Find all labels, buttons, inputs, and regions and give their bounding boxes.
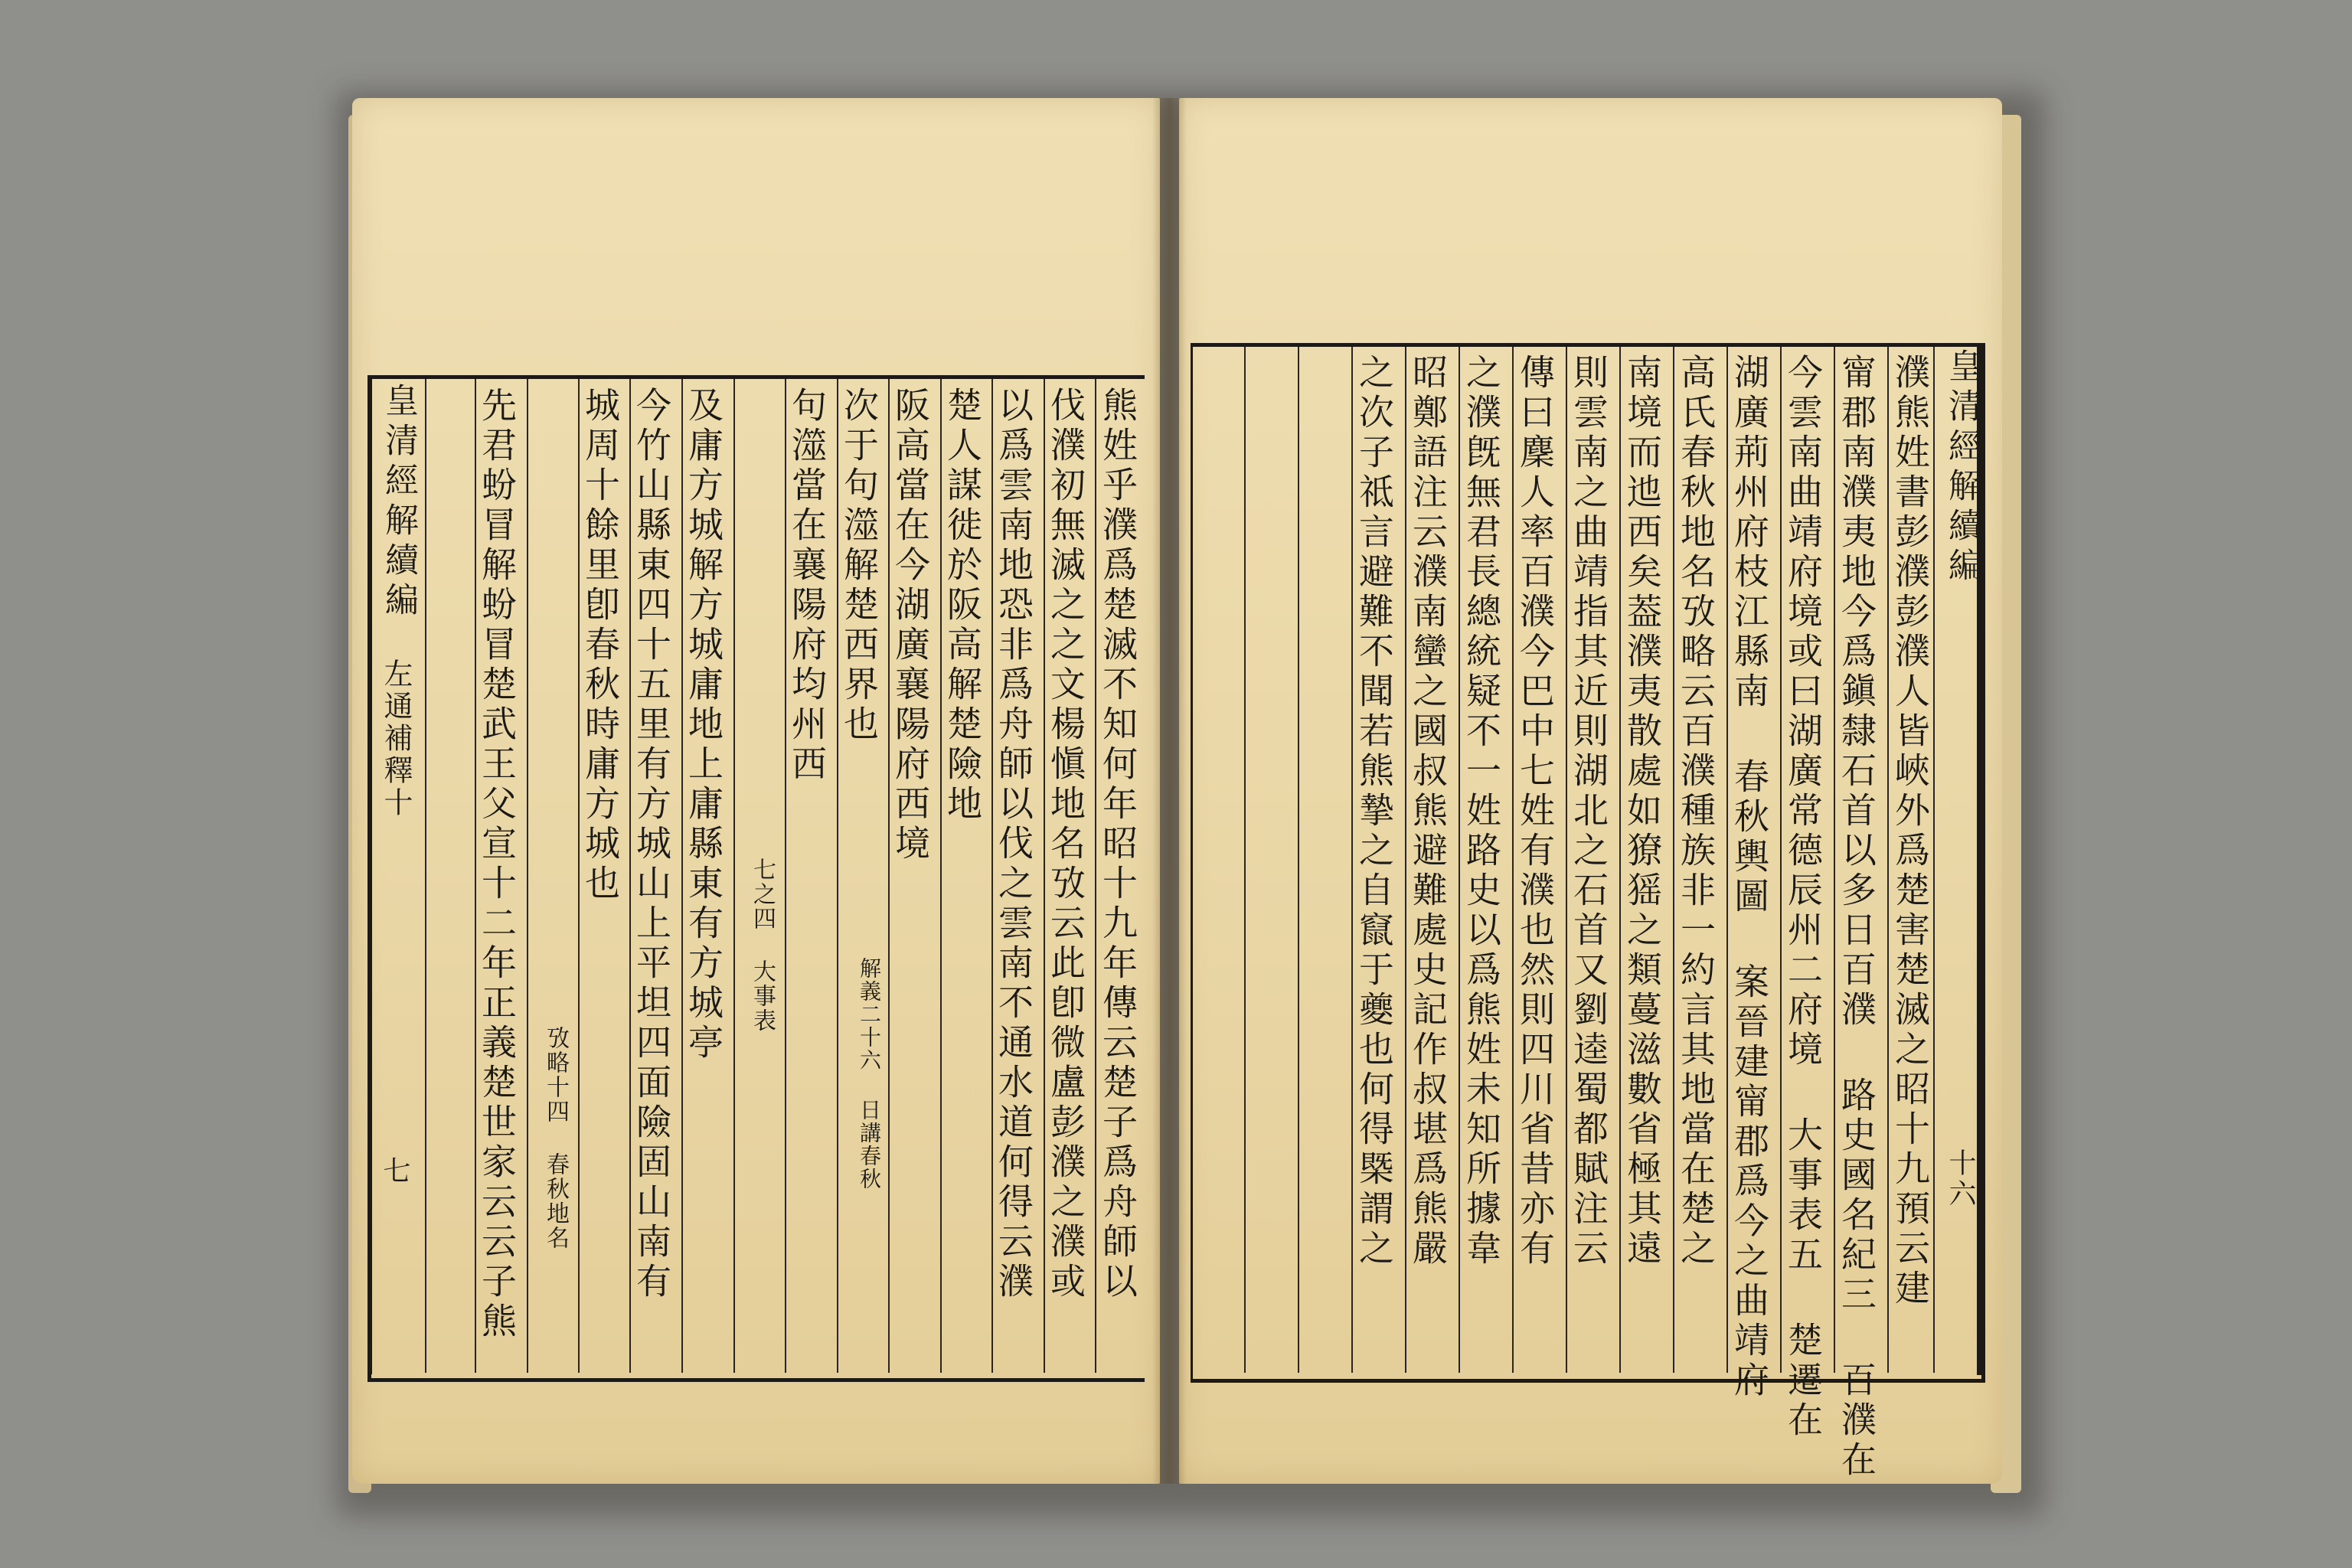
right-column-rule	[1887, 347, 1889, 1373]
right-folio-number: 十六	[1945, 1148, 1976, 1210]
right-text-column: 甯郡南濮夷地今爲鎭隸石首以多日百濮 路史國名紀三 百濮在	[1836, 354, 1877, 1481]
right-column-rule	[1566, 347, 1567, 1373]
left-annotation-column: 七之四 大事表	[749, 858, 776, 1033]
left-text-column: 城周十餘里卽春秋時庸方城也	[580, 387, 621, 904]
left-text-column: 今竹山縣東四十五里有方城山上平坦四面險固山南有	[631, 387, 672, 1302]
right-text-column: 高氏春秋地名攷略云百濮種族非一約言其地當在楚之	[1675, 354, 1717, 1269]
right-text-column: 之次子祗言避難不聞若熊摯之自竄于夔也何得槩謂之	[1354, 354, 1395, 1269]
left-section-label: 左通補釋十	[379, 658, 413, 819]
left-folio-number: 七	[379, 1156, 410, 1187]
left-column-rule	[425, 379, 426, 1373]
right-column-rule	[1673, 347, 1674, 1373]
left-black-fishtail	[368, 375, 372, 1374]
right-text-column: 則雲南之曲靖指其近則湖北之石首又劉逵蜀都賦注云	[1568, 354, 1609, 1269]
right-column-rule	[1780, 347, 1782, 1373]
right-column-rule	[1512, 347, 1514, 1373]
left-text-column: 句澨當在襄陽府均州西	[786, 387, 828, 785]
right-column-rule	[1619, 347, 1621, 1373]
left-column-rule	[1095, 379, 1096, 1373]
right-column-rule	[1834, 347, 1835, 1373]
left-annotation-column: 解義二十六 日講春秋	[857, 957, 882, 1191]
left-annotation-column: 攷略十四 春秋地名	[542, 1026, 569, 1250]
left-text-column: 以爲雲南地恐非爲舟師以伐之雲南不通水道何得云濮	[993, 387, 1034, 1302]
left-text-column: 先君蚡冒解蚡冒楚武王父宣十二年正義楚世家云云子熊	[476, 387, 518, 1342]
left-text-column: 伐濮初無滅之之文楊愼地名攷云此卽微盧彭濮之濮或	[1045, 387, 1086, 1302]
right-text-column: 南境而迆西矣葢濮夷散處如獠猺之類蔓滋數省極其遠	[1622, 354, 1663, 1269]
right-column-rule	[1405, 347, 1406, 1373]
left-column-rule	[527, 379, 528, 1373]
right-text-column: 昭鄭語注云濮南蠻之國叔熊避難處史記作叔堪爲熊嚴	[1407, 354, 1449, 1269]
left-text-column: 楚人謀徙於阪高解楚險地	[942, 387, 983, 825]
right-text-column: 傳曰麇人率百濮今巴中七姓有濮也然則四川省昔亦有	[1514, 354, 1556, 1269]
right-column-rule	[1726, 347, 1728, 1373]
left-text-column: 阪高當在今湖廣襄陽府西境	[890, 387, 931, 864]
right-column-rule	[1459, 347, 1460, 1373]
left-text-column: 次于句澨解楚西界也	[838, 387, 880, 745]
right-text-column: 湖廣荊州府枝江縣南 春秋輿圖 案晉建甯郡爲今之曲靖府	[1729, 354, 1770, 1401]
right-text-column: 濮熊姓書彭濮彭濮人皆峽外爲楚害楚滅之昭十九預云建	[1890, 354, 1931, 1309]
right-column-rule	[1933, 347, 1935, 1373]
left-text-column: 熊姓乎濮爲楚滅不知何年昭十九年傳云楚子爲舟師以	[1097, 387, 1138, 1302]
right-column-rule	[1351, 347, 1353, 1373]
right-column-rule	[1298, 347, 1299, 1373]
right-text-column: 今雲南曲靖府境或曰湖廣常德辰州二府境 大事表五 楚遷在	[1782, 354, 1824, 1441]
book-gutter	[1152, 98, 1187, 1484]
left-text-column: 及庸方城解方城庸地上庸縣東有方城亭	[683, 387, 724, 1063]
right-text-column: 之濮旣無君長總統疑不一姓路史以爲熊姓未知所據韋	[1461, 354, 1502, 1269]
right-column-rule	[1244, 347, 1246, 1373]
right-margin-title: 皇清經解續編	[1942, 348, 1981, 587]
left-column-rule	[733, 379, 735, 1373]
left-margin-title: 皇清經解續編	[379, 383, 418, 622]
